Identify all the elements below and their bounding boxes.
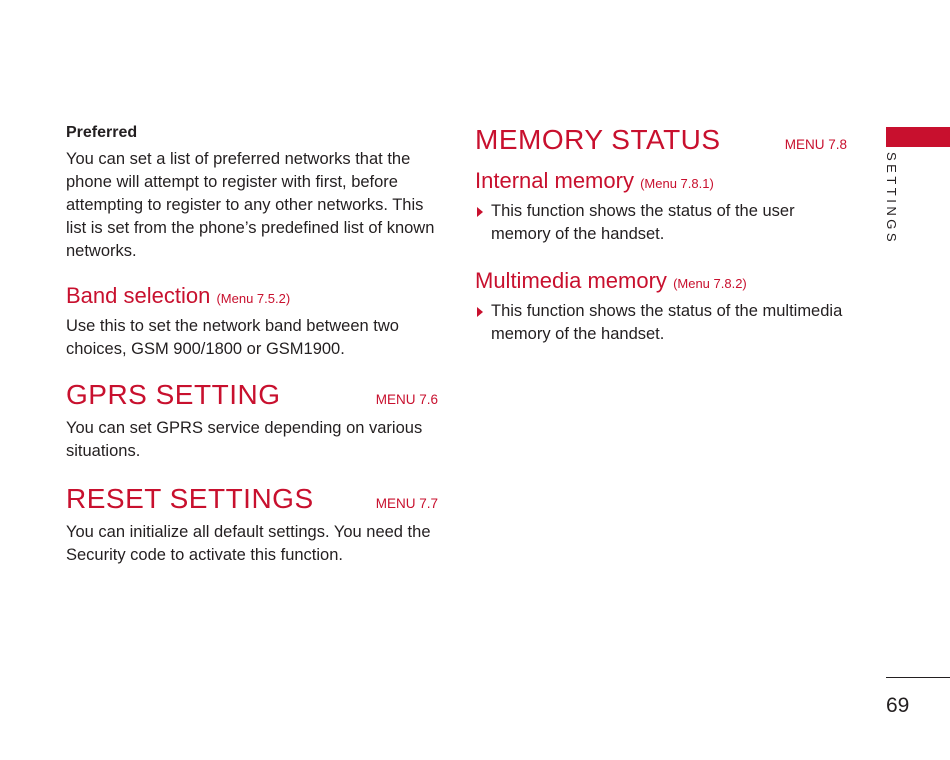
band-selection-menu-ref: (Menu 7.5.2) [216,291,291,306]
multimedia-memory-body: This function shows the status of the multimedia memory of the handset. [491,302,843,343]
triangle-bullet-icon [477,307,483,317]
memory-status-title: MEMORY STATUS [475,124,721,155]
memory-status-menu-tag: MENU 7.8 [784,137,847,152]
multimedia-memory-heading [475,268,847,294]
multimedia-memory-bullet [475,300,847,346]
left-column [66,124,438,567]
reset-body: You can initialize all default settings. You need the Security code to activate this function. [66,523,431,564]
internal-memory-bullet [475,200,847,246]
band-selection-body: Use this to set the network band between two choices, GSM 900/1800 or GSM1900. [66,317,399,358]
memory-status-heading-row [475,124,847,156]
page-number: 69 [886,694,910,717]
gprs-heading-row [66,379,438,411]
gprs-body: You can set GPRS service depending on various situations. [66,419,423,460]
multimedia-memory-title: Multimedia memory [475,268,667,293]
band-selection-title: Band selection [66,283,211,308]
reset-title: RESET SETTINGS [66,483,314,514]
preferred-body: You can set a list of preferred networks that the phone will attempt to register with first, before attempting to register to any other networks. This list is set from the phone’s predefined list of known networks. [66,150,435,260]
triangle-bullet-icon [477,207,483,217]
internal-memory-menu-ref: (Menu 7.8.1) [640,176,714,191]
band-selection-heading [66,283,438,309]
section-tab-bar [886,127,950,147]
footer-divider [886,677,950,678]
internal-memory-heading [475,168,847,194]
section-tab-label: SETTINGS [884,152,899,246]
reset-menu-tag: MENU 7.7 [375,496,438,511]
multimedia-memory-menu-ref: (Menu 7.8.2) [673,276,747,291]
internal-memory-body: This function shows the status of the user memory of the handset. [491,202,795,243]
internal-memory-title: Internal memory [475,168,634,193]
gprs-menu-tag: MENU 7.6 [375,392,438,407]
preferred-title: Preferred [66,124,138,141]
gprs-title: GPRS SETTING [66,379,281,410]
reset-heading-row [66,483,438,515]
right-column [475,124,847,346]
